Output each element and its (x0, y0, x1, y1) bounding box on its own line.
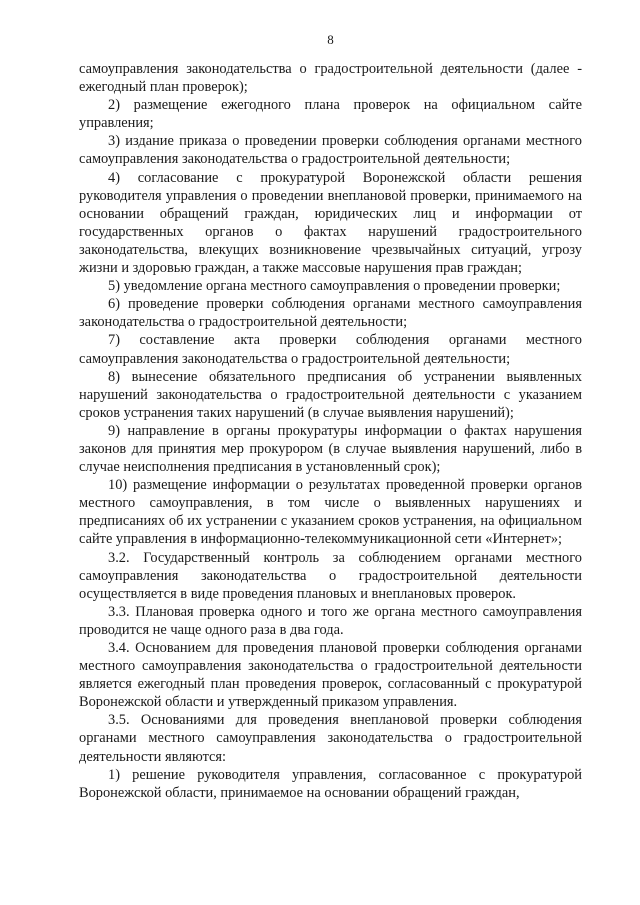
paragraph-section-3-2: 3.2. Государственный контроль за соблюдением органами местного самоуправления законодательства о градостроительной деятельности осуществляется в виде проведения плановых и внеплановых проверок. (79, 549, 582, 602)
paragraph-continuation: самоуправления законодательства о градостроительной деятельности (далее - ежегодный план проверок); (79, 61, 582, 96)
paragraph-item-10: 10) размещение информации о результатах проведенной проверки органов местного самоуправления, в том числе о выявленных нарушениях и предписаниях об их устранении с указанием сроков устранения, на официальном сайте управления в информационно-телекоммуникационной сети «Интернет»; (79, 477, 582, 548)
paragraph-item-3: 3) издание приказа о проведении проверки соблюдения органами местного самоуправления законодательства о градостроительной деятельности; (79, 133, 582, 168)
paragraph-item-9: 9) направление в органы прокуратуры информации о фактах нарушения законов для принятия мер прокурором (в случае выявления нарушений, либо в случае неисполнения предписания в установленный срок); (79, 422, 582, 476)
paragraph-item-8: 8) вынесение обязательного предписания об устранении выявленных нарушений законодательства о градостроительной деятельности с указанием сроков устранения таких нарушений (в случае выявления нарушений); (79, 368, 582, 421)
document-body (79, 60, 582, 802)
paragraph-item-7: 7) составление акта проверки соблюдения органами местного самоуправления законодательства о градостроительной деятельности; (79, 332, 582, 367)
paragraph-section-3-3: 3.3. Плановая проверка одного и того же органа местного самоуправления проводится не чаще одного раза в два года. (79, 603, 582, 638)
paragraph-item-5: 5) уведомление органа местного самоуправления о проведении проверки; (108, 278, 561, 295)
paragraph-section-3-4: 3.4. Основанием для проведения плановой проверки соблюдения органами местного самоуправления законодательства о градостроительной деятельности является ежегодный план проведения проверок, согласованный с прокуратурой Воронежской области и утвержденный приказом управления. (79, 640, 582, 711)
paragraph-item-4: 4) согласование с прокуратурой Воронежской области решения руководителя управления о проведении внеплановой проверки, принимаемого на основании обращений граждан, юридических лиц и информации от государственных органов о фактах нарушений градостроительного законодательства, влекущих возникновение чрезвычайных ситуаций, угрозу жизни и здоровью граждан, а также массовые нарушения прав граждан; (79, 169, 582, 277)
paragraph-basis-item-1: 1) решение руководителя управления, согласованное с прокуратурой Воронежской области, принимаемое на основании обращений граждан, (79, 766, 582, 801)
page-number: 8 (327, 32, 334, 47)
paragraph-item-2: 2) размещение ежегодного плана проверок на официальном сайте управления; (79, 97, 582, 132)
paragraph-item-6: 6) проведение проверки соблюдения органами местного самоуправления законодательства о градостроительной деятельности; (79, 296, 582, 331)
paragraph-section-3-5: 3.5. Основаниями для проведения внеплановой проверки соблюдения органами местного самоуправления законодательства о градостроительной деятельности являются: (79, 712, 582, 765)
